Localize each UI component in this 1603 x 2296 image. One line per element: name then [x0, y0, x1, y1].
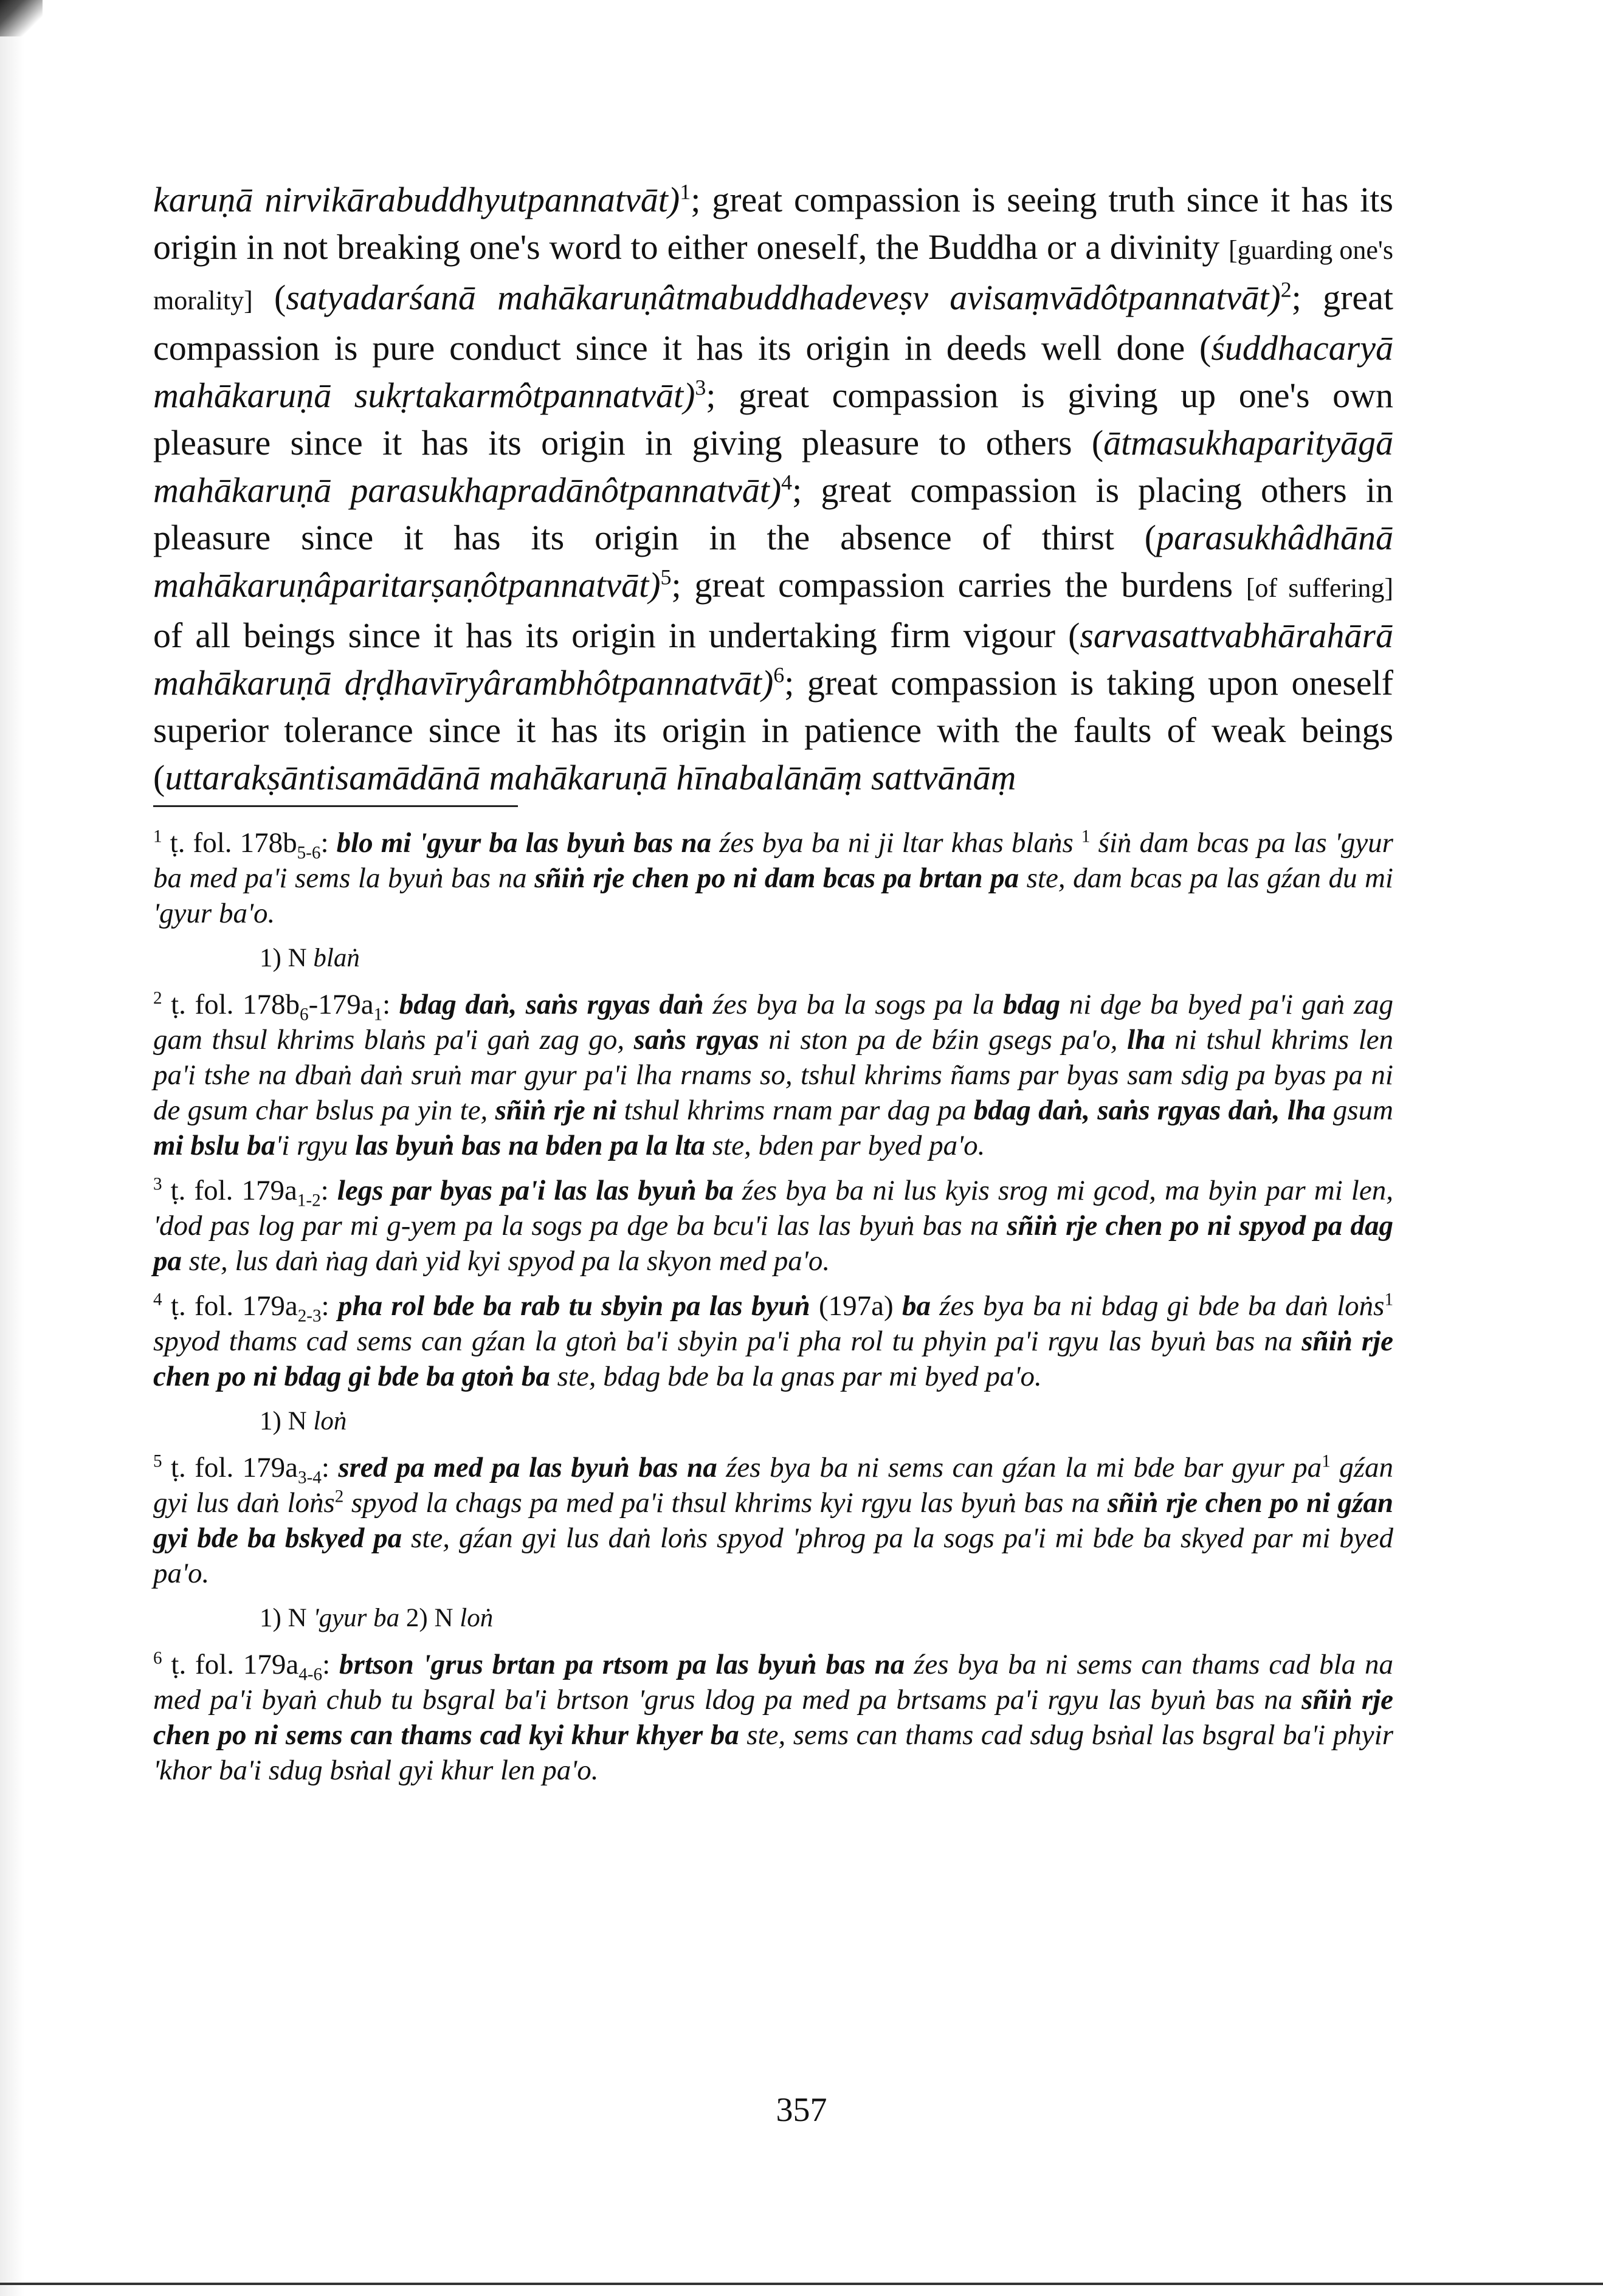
text-run: ste, bdag bde ba la gnas par mi byed pa'o.	[550, 1361, 1042, 1392]
text-run: 'gyur ba	[313, 1604, 400, 1632]
footnote-4	[153, 1288, 1393, 1394]
text-run: ste, gźan gyi lus daṅ loṅs spyod 'phrog pa la sogs pa'i mi bde ba skyed par mi byed pa'o.	[153, 1522, 1393, 1589]
footnotes-section	[153, 825, 1393, 1788]
text-run: las byuṅ bas na bden pa la lta	[355, 1130, 705, 1161]
text-run: brtson 'grus brtan pa rtsom pa las byuṅ bas na	[339, 1649, 905, 1680]
text-run: sñiṅ rje ni	[495, 1095, 617, 1126]
text-run: śiṅ dam bcas pa las 'gyur ba med pa'i sems la byuṅ bas na	[153, 827, 1393, 894]
text-run: blo mi 'gyur ba las byuṅ bas na	[336, 827, 712, 859]
text-run: sñiṅ rje chen po ni gźan gyi bde ba bskyed pa	[153, 1487, 1394, 1554]
text-run: źes bya ba la sogs pa la	[703, 989, 1004, 1020]
note-marker: 1-2	[297, 1191, 321, 1211]
note-marker: 6	[300, 1005, 309, 1025]
text-run: gsum	[1325, 1095, 1393, 1126]
note-marker: 3-4	[298, 1468, 322, 1488]
text-run: blaṅ	[313, 944, 360, 972]
text-run: źes bya ba ni ji ltar khas blaṅs	[711, 827, 1081, 859]
text-run: sñiṅ rje chen po ni bdag gi bde ba gtoṅ ba	[153, 1325, 1394, 1392]
text-run: uttarakṣāntisamādānā mahākaruṇā hīnabalānāṃ sattvānāṃ	[165, 758, 1016, 797]
text-run: ; great compassion is seeing truth since it has its origin in not breaking one's word to either oneself, the Buddha or a divinity	[153, 180, 1393, 267]
text-run: ṭ. fol. 178b	[162, 827, 297, 859]
text-run: ste, dam bcas pa las gźan du mi 'gyur ba'o.	[153, 862, 1393, 929]
text-run: źes bya ba ni sems can gźan la mi bde bar gyur pa	[717, 1452, 1322, 1483]
note-marker: 3	[153, 1174, 162, 1194]
text-run: śuddhacaryā mahākaruṇā sukṛtakarmôtpannatvāt)	[153, 328, 1393, 415]
note-marker: 2	[153, 988, 162, 1008]
text-run: ; great compassion is giving up one's own pleasure since it has its origin in giving pleasure to others (	[153, 376, 1393, 462]
footnote-2	[153, 987, 1393, 1163]
note-marker: 1	[1322, 1451, 1331, 1471]
text-run: bdag	[1003, 989, 1061, 1020]
text-run: ātmasukhaparityāgā mahākaruṇā parasukhapradānôtpannatvāt)	[153, 423, 1393, 510]
text-run: źes bya ba ni bdag gi bde ba daṅ loṅs	[930, 1290, 1385, 1322]
text-run: mi bslu ba	[153, 1130, 276, 1161]
text-run: źes bya ba ni sems can thams cad bla na med pa'i byaṅ chub tu bsgral ba'i brtson 'grus ldog pa med pa brtsams pa'i rgyu las byuṅ bas na	[153, 1649, 1393, 1716]
note-marker: 6	[153, 1648, 162, 1668]
text-run: ; great compassion carries the burdens	[671, 565, 1246, 605]
main-paragraph	[153, 176, 1393, 802]
text-run: tshul khrims rnam par dag pa	[616, 1095, 974, 1126]
note-marker: 1	[680, 179, 691, 204]
text-run: 1) N	[260, 944, 314, 972]
page-content	[153, 176, 1393, 1798]
text-run: lha	[1127, 1024, 1165, 1056]
text-run: satyadarśanā mahākaruṇâtmabuddhadeveṣv avisaṃvādôtpannatvāt)	[286, 278, 1281, 317]
text-run: ste, bden par byed pa'o.	[705, 1130, 985, 1161]
note-marker: 5	[153, 1451, 162, 1471]
footnote-3	[153, 1173, 1393, 1279]
scan-corner-shadow	[0, 0, 43, 36]
text-run: ṭ. fol. 178b	[162, 989, 300, 1020]
text-run: saṅs rgyas	[633, 1024, 759, 1056]
scan-bottom-edge	[0, 2283, 1603, 2285]
footnote-1	[153, 825, 1393, 931]
footnote-5	[153, 1450, 1393, 1591]
text-run: :	[321, 1290, 338, 1322]
text-run: [of suffering]	[1246, 573, 1393, 603]
text-run: bdag daṅ, saṅs rgyas daṅ, lha	[973, 1095, 1326, 1126]
text-run: :	[322, 1649, 339, 1680]
text-run: :	[321, 1452, 339, 1483]
note-marker: 2-3	[297, 1306, 322, 1326]
text-run: spyod la chags pa med pa'i thsul khrims kyi rgyu las byuṅ bas na	[343, 1487, 1108, 1519]
note-marker: 1	[153, 827, 162, 847]
note-marker: 6	[773, 662, 785, 687]
note-marker: 1	[373, 1005, 383, 1025]
text-run: ; great compassion is pure conduct since it has its origin in deeds well done (	[153, 278, 1393, 368]
scan-edge-shadow	[0, 36, 24, 2296]
text-run: loṅ	[313, 1407, 347, 1435]
text-run: ni ston pa de bźin gsegs pa'o,	[759, 1024, 1128, 1056]
text-run: ṭ. fol. 179a	[162, 1290, 298, 1322]
text-run: of all beings since it has its origin in undertaking firm vigour (	[153, 616, 1080, 655]
text-run: ni tshul khrims len pa'i tshe na dbaṅ daṅ sruṅ mar gyur pa'i lha rnams so, tshul khrims ñams par byas sam sdig pa byas pa ni de gsum char bslus pa yin te,	[153, 1024, 1393, 1126]
text-run: sred pa med pa las byuṅ bas na	[338, 1452, 717, 1483]
text-run: ; great compassion is taking upon oneself superior tolerance since it has its origin in patience with the faults of weak beings (	[153, 663, 1393, 797]
note-marker: 2	[334, 1487, 344, 1507]
text-run: źes bya ba ni lus kyis srog mi gcod, ma byin par mi len, 'dod pas log par mi g-yem pa la sogs pa dge ba bcu'i las las byuṅ bas na	[153, 1175, 1393, 1242]
footnote-variant-reading	[260, 941, 1393, 976]
text-run: 2) N	[399, 1604, 460, 1632]
text-run: loṅ	[460, 1604, 494, 1632]
text-run: :	[320, 827, 337, 859]
text-run: bdag daṅ, saṅs rgyas daṅ	[399, 989, 704, 1020]
text-run: legs par byas pa'i las las byuṅ ba	[337, 1175, 734, 1206]
text-run: (197a)	[810, 1290, 902, 1322]
text-run: (	[252, 278, 286, 317]
text-run: sñiṅ rje chen po ni sems can thams cad kyi khur khyer ba	[153, 1684, 1393, 1751]
footnote-variant-reading	[260, 1404, 1393, 1439]
text-run: :	[320, 1175, 337, 1206]
note-marker: 4-6	[298, 1665, 323, 1685]
text-run: [guarding one's morality]	[153, 235, 1393, 315]
text-run: :	[382, 989, 399, 1020]
page-number: 357	[776, 2091, 827, 2129]
footnote-6	[153, 1647, 1393, 1788]
note-marker: 4	[781, 470, 793, 495]
footnote-separator	[153, 805, 518, 807]
note-marker: 1	[1384, 1290, 1393, 1310]
text-run: gźan gyi lus daṅ loṅs	[153, 1452, 1393, 1519]
note-marker: 5	[660, 565, 672, 589]
text-run: ste, sems can thams cad sdug bsṅal las bsgral ba'i phyir 'khor ba'i sdug bsṅal gyi khur len pa'o.	[153, 1719, 1393, 1786]
note-marker: 3	[695, 375, 706, 400]
text-run: ; great compassion is placing others in pleasure since it has its origin in the absence of thirst (	[153, 470, 1393, 557]
text-run: spyod thams cad sems can gźan la gtoṅ ba'i sbyin pa'i pha rol tu phyin pa'i rgyu las byuṅ bas na	[153, 1325, 1302, 1357]
text-run: ṭ. fol. 179a	[162, 1452, 298, 1483]
note-marker: 5-6	[297, 843, 321, 863]
text-run: 'i rgyu	[275, 1130, 356, 1161]
text-run: ṭ. fol. 179a	[162, 1649, 299, 1680]
text-run: sarvasattvabhārahārā mahākaruṇā dṛḍhavīryârambhôtpannatvāt)	[153, 616, 1393, 703]
text-run: ni dge ba byed pa'i gaṅ zag gam thsul khrims blaṅs pa'i gaṅ zag go,	[153, 989, 1394, 1056]
footnote-variant-reading	[260, 1601, 1393, 1636]
text-run: karuṇā nirvikārabuddhyutpannatvāt)	[153, 180, 680, 219]
text-run: ste, lus daṅ ṅag daṅ yid kyi spyod pa la skyon med pa'o.	[182, 1245, 830, 1277]
text-run: ba	[901, 1290, 931, 1322]
text-run: sñiṅ rje chen po ni dam bcas pa brtan pa	[534, 862, 1019, 894]
note-marker: 1	[1081, 827, 1091, 847]
text-run: 1) N	[260, 1604, 314, 1632]
text-run: 1) N	[260, 1407, 314, 1435]
text-run: -179a	[308, 989, 374, 1020]
note-marker: 4	[153, 1290, 162, 1310]
text-run: sñiṅ rje chen po ni spyod pa dag pa	[153, 1210, 1394, 1277]
note-marker: 2	[1280, 277, 1292, 302]
text-run: parasukhâdhānā mahākaruṇâparitarṣaṇôtpannatvāt)	[153, 518, 1393, 605]
text-run: ṭ. fol. 179a	[162, 1175, 297, 1206]
text-run: pha rol bde ba rab tu sbyin pa las byuṅ	[337, 1290, 810, 1322]
